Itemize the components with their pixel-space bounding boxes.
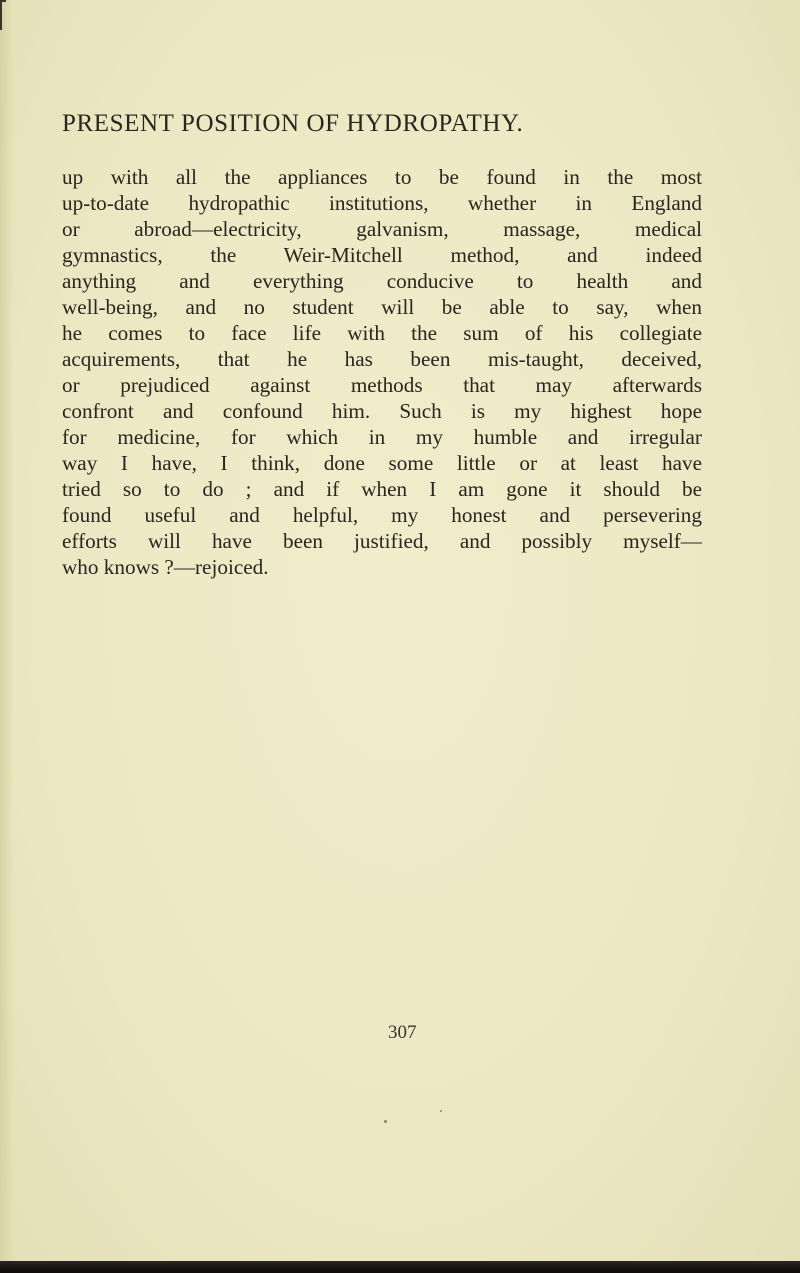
text-line: efforts will have been justified, and possibly myself— [62,529,702,553]
text-line: who knows ?—rejoiced. [62,555,269,579]
text-line: he comes to face life with the sum of his collegiate [62,321,702,345]
text-line: way I have, I think, done some little or at least have [62,451,702,475]
text-line: up with all the appliances to be found in the most [62,165,702,189]
text-line: tried so to do ; and if when I am gone it should be [62,477,702,501]
body-paragraph [62,164,702,580]
page-number: 307 [388,1022,417,1043]
page-bottom-edge [0,1261,800,1273]
text-line: acquirements, that he has been mis-taught, deceived, [62,347,702,371]
text-line: for medicine, for which in my humble and irregular [62,425,702,449]
text-line: or abroad—electricity, galvanism, massage, medical [62,217,702,241]
text-line: up-to-date hydropathic institutions, whether in England [62,191,702,215]
text-line: gymnastics, the Weir-Mitchell method, and indeed [62,243,702,267]
text-line: found useful and helpful, my honest and persevering [62,503,702,527]
crop-mark [0,0,6,30]
text-line: or prejudiced against methods that may afterwards [62,373,702,397]
text-line: confront and confound him. Such is my highest hope [62,399,702,423]
paper-speck [384,1120,387,1123]
text-line: well-being, and no student will be able to say, when [62,295,702,319]
running-head: PRESENT POSITION OF HYDROPATHY. [62,110,524,137]
paper-speck [440,1110,442,1112]
text-line: anything and everything conducive to health and [62,269,702,293]
page-gutter-shadow [0,0,14,1273]
